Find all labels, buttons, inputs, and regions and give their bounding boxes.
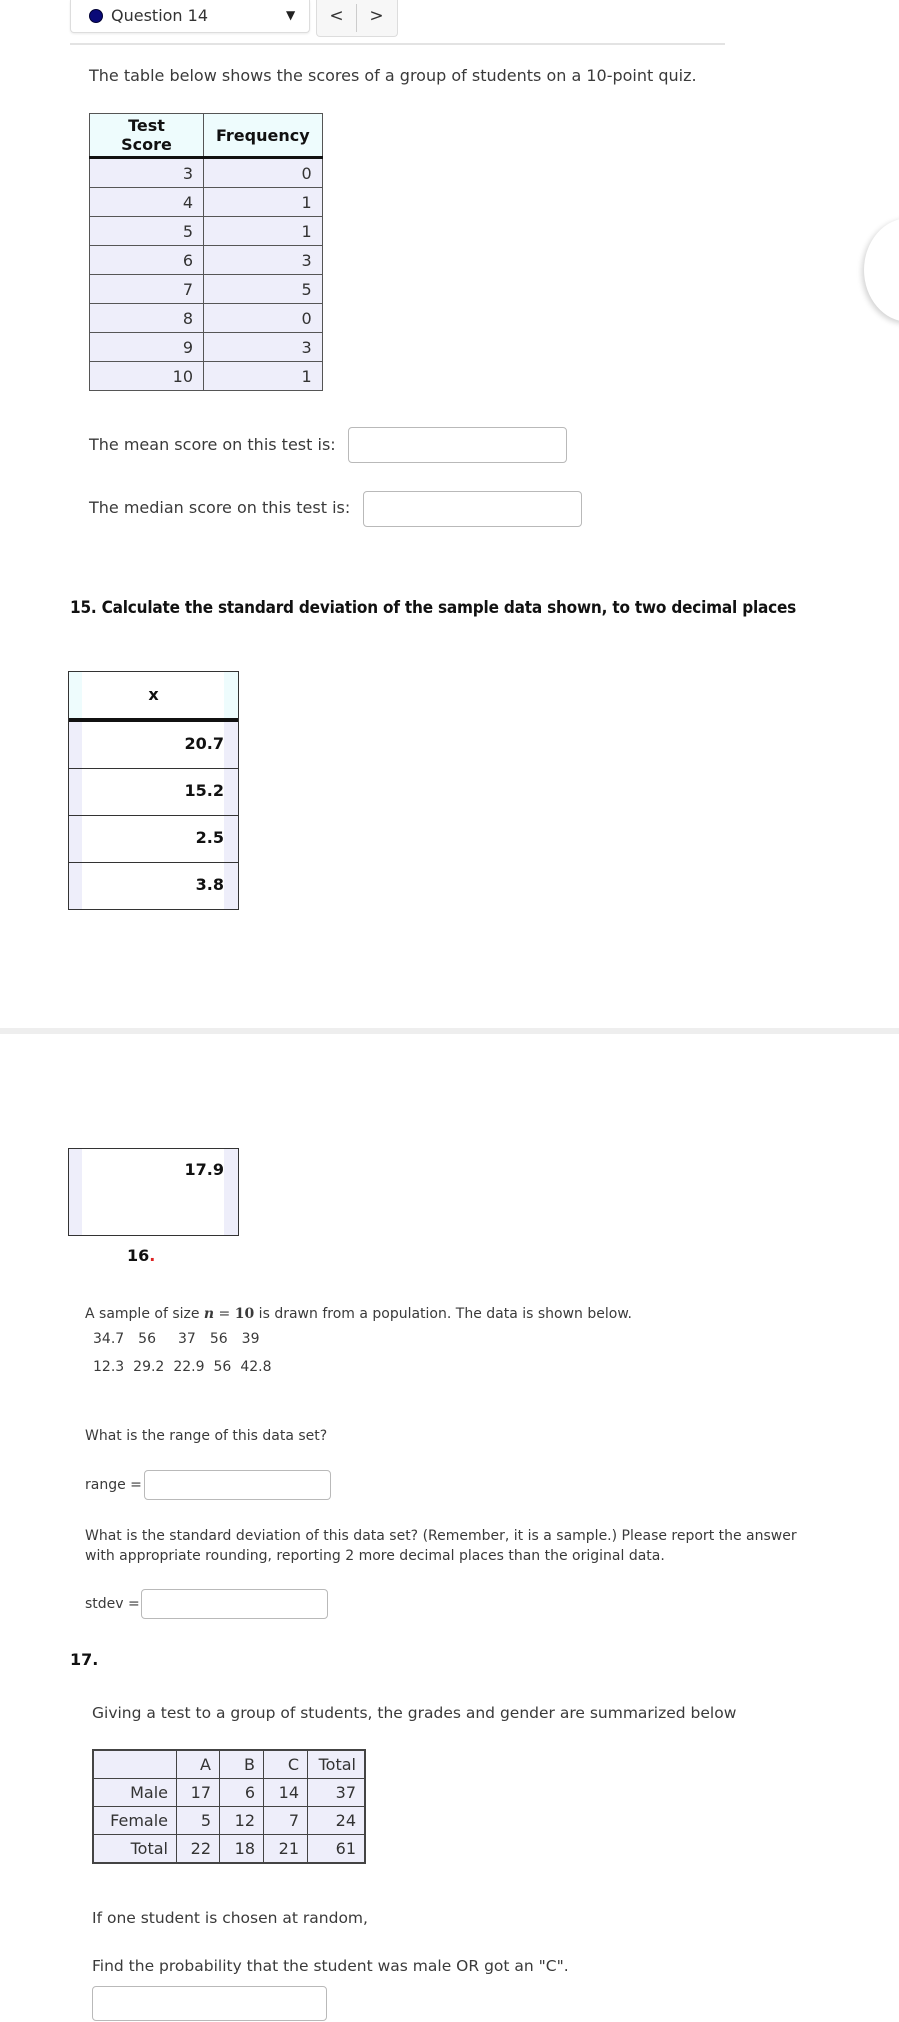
median-input[interactable] xyxy=(363,491,582,527)
previous-question-button[interactable]: < xyxy=(317,4,357,32)
range-label: range = xyxy=(85,1477,142,1493)
probability-input[interactable] xyxy=(92,1986,327,2021)
cell-score: 5 xyxy=(90,217,204,246)
cell-score: 3 xyxy=(90,158,204,188)
table-row xyxy=(69,816,238,863)
table-header: B xyxy=(220,1750,264,1779)
table-row xyxy=(93,1779,365,1807)
data-value: 56 xyxy=(209,1331,228,1347)
range-input[interactable] xyxy=(144,1470,331,1500)
data-value: 39 xyxy=(241,1331,260,1347)
q17-number: 17. xyxy=(70,1650,99,1669)
table-row xyxy=(69,863,238,909)
cell-value: 5 xyxy=(177,1807,220,1835)
table-header: x xyxy=(69,672,238,722)
row-label: Total xyxy=(93,1835,177,1864)
cell-value: 6 xyxy=(220,1779,264,1807)
cell-value: 61 xyxy=(308,1835,366,1864)
row-label: Male xyxy=(93,1779,177,1807)
header-divider xyxy=(70,43,725,45)
next-question-button[interactable]: > xyxy=(369,6,384,26)
median-label: The median score on this test is: xyxy=(89,498,351,517)
cell-score: 9 xyxy=(90,333,204,362)
stdev-input[interactable] xyxy=(141,1589,328,1619)
cell-score: 4 xyxy=(90,188,204,217)
q16-intro-text: A sample of size xyxy=(85,1306,204,1322)
q16-number-dot: . xyxy=(149,1246,156,1265)
math-n-value: 10 xyxy=(234,1306,255,1322)
q17-prompt-random: If one student is chosen at random, xyxy=(92,1909,368,1927)
q17-contingency-table xyxy=(92,1749,366,1864)
cell-frequency: 1 xyxy=(204,217,323,246)
cell-value: 3.8 xyxy=(195,875,224,894)
mean-label: The mean score on this test is: xyxy=(89,435,336,454)
cell-score: 7 xyxy=(90,275,204,304)
cell-score: 8 xyxy=(90,304,204,333)
cell-value: 12 xyxy=(220,1807,264,1835)
cell-value: 21 xyxy=(264,1835,308,1864)
math-n: n xyxy=(203,1306,215,1322)
table-row xyxy=(93,1835,365,1864)
q15-data-table xyxy=(68,671,239,910)
cell-value: 17 xyxy=(177,1779,220,1807)
table-row xyxy=(90,304,323,333)
stdev-label: stdev = xyxy=(85,1596,140,1612)
table-row xyxy=(69,1149,238,1235)
data-value: 56 xyxy=(138,1331,156,1347)
q15-data-table-continued xyxy=(68,1148,239,1236)
data-value: 12.3 xyxy=(93,1359,125,1375)
data-value: 56 xyxy=(213,1359,232,1375)
table-row xyxy=(90,158,323,188)
question-status-dot-icon xyxy=(89,9,103,23)
row-label: Female xyxy=(93,1807,177,1835)
q14-frequency-table xyxy=(89,113,323,391)
data-value: 37 xyxy=(178,1331,196,1347)
q16-data-row-2 xyxy=(93,1359,286,1375)
math-equals: = xyxy=(214,1306,235,1322)
q14-intro: The table below shows the scores of a group of students on a 10-point quiz. xyxy=(89,66,697,85)
cell-frequency: 5 xyxy=(204,275,323,304)
question-selector-label: Question 14 xyxy=(111,6,209,25)
data-value: 22.9 xyxy=(173,1359,205,1375)
cell-frequency: 0 xyxy=(204,158,323,188)
cell-value: 2.5 xyxy=(195,828,224,847)
cell-value: 15.2 xyxy=(184,781,224,800)
chevron-down-icon: ▼ xyxy=(286,8,296,22)
cell-frequency: 1 xyxy=(204,188,323,217)
cell-value: 22 xyxy=(177,1835,220,1864)
cell-value: 18 xyxy=(220,1835,264,1864)
table-header: Total xyxy=(308,1750,366,1779)
q16-intro-text-end: is drawn from a population. The data is shown below. xyxy=(254,1306,632,1322)
data-value: 42.8 xyxy=(240,1359,272,1375)
data-value: 29.2 xyxy=(133,1359,165,1375)
page-break-divider xyxy=(0,1028,899,1034)
cell-value: 20.7 xyxy=(184,734,224,753)
cell-value: 7 xyxy=(264,1807,308,1835)
table-header-row xyxy=(93,1750,365,1779)
q16-intro xyxy=(85,1306,632,1322)
table-row xyxy=(90,217,323,246)
cell-score: 10 xyxy=(90,362,204,391)
table-row xyxy=(93,1807,365,1835)
table-row xyxy=(69,769,238,816)
cell-frequency: 1 xyxy=(204,362,323,391)
question-selector[interactable] xyxy=(70,0,310,33)
cell-frequency: 3 xyxy=(204,246,323,275)
table-header: Frequency xyxy=(204,114,323,158)
cell-score: 6 xyxy=(90,246,204,275)
table-header: A xyxy=(177,1750,220,1779)
cell-value: 14 xyxy=(264,1779,308,1807)
range-question: What is the range of this data set? xyxy=(85,1428,328,1444)
table-header: Test Score xyxy=(90,114,204,158)
cell-value: 24 xyxy=(308,1807,366,1835)
q15-title: 15. Calculate the standard deviation of the sample data shown, to two decimal places xyxy=(70,598,797,618)
q17-prompt-probability: Find the probability that the student was male OR got an "C". xyxy=(92,1957,569,1975)
table-row xyxy=(90,362,323,391)
table-row xyxy=(69,722,238,769)
data-value: 34.7 xyxy=(93,1331,125,1347)
table-row xyxy=(90,246,323,275)
table-row xyxy=(90,275,323,304)
cell-frequency: 3 xyxy=(204,333,323,362)
cell-value: 17.9 xyxy=(184,1160,224,1179)
q16-number-text: 16 xyxy=(127,1246,150,1265)
floating-side-button[interactable] xyxy=(864,218,899,322)
table-row xyxy=(90,333,323,362)
table-row xyxy=(90,188,323,217)
cell-value: 37 xyxy=(308,1779,366,1807)
q16-data-row-1 xyxy=(93,1331,273,1347)
table-header: C xyxy=(264,1750,308,1779)
q16-number xyxy=(127,1246,155,1265)
cell-frequency: 0 xyxy=(204,304,323,333)
mean-input[interactable] xyxy=(348,427,567,463)
table-header xyxy=(93,1750,177,1779)
stdev-question: What is the standard deviation of this data set? (Remember, it is a sample.) Please report the answer with appropriate rounding, reporting 2 more decimal places than the original data. xyxy=(85,1528,797,1564)
question-nav-buttons xyxy=(316,0,398,37)
q17-intro: Giving a test to a group of students, the grades and gender are summarized below xyxy=(92,1704,737,1722)
